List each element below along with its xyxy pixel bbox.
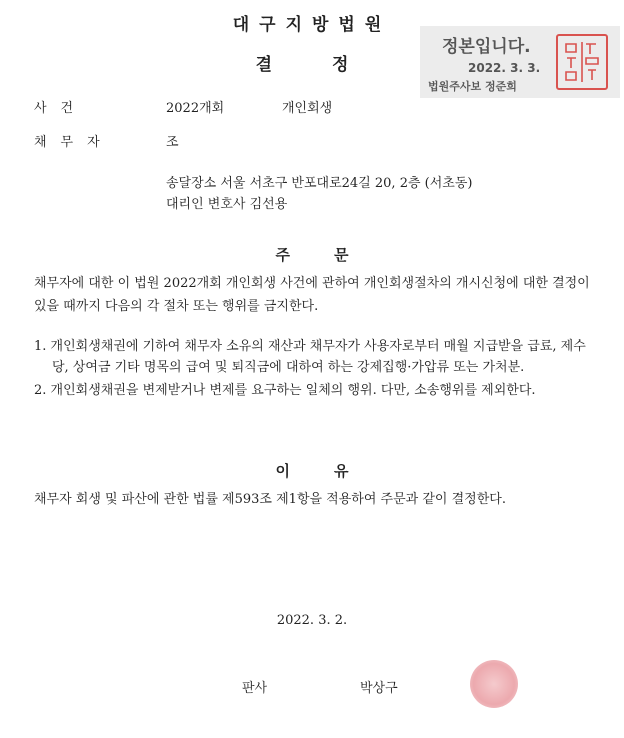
list-item: 2. 개인회생채권을 변제받거나 변제를 요구하는 일체의 행위. 다만, 소송행위를 제외한다. xyxy=(34,383,536,398)
document-title: 결정 xyxy=(255,55,409,75)
case-number: 2022개회 xyxy=(166,101,225,116)
service-address: 송달장소 서울 서초구 반포대로24길 20, 2층 (서초동) xyxy=(166,176,473,191)
court-seal-icon xyxy=(556,34,608,90)
list-item: 1. 개인회생채권에 기하여 채무자 소유의 재산과 채무자가 사용자로부터 매월 지급받을 급료, 제수당, 상여금 기타 명목의 급여 및 퇴직금에 대하여 하는 강제집행·가압류 또는 가처분. xyxy=(34,339,586,375)
decision-date: 2022. 3. 2. xyxy=(276,613,348,628)
order-intro: 채무자에 대한 이 법원 2022개회 개인회생 사건에 관하여 개인회생절차의 개시신청에 대한 결정이 있을 때까지 다음의 각 절차 또는 행위를 금지한다. xyxy=(34,276,590,314)
debtor-label: 채무자 xyxy=(34,135,114,150)
certification-date: 2022. 3. 3. xyxy=(468,61,541,75)
certification-clerk: 법원주사보 정준희 xyxy=(428,80,517,93)
reason-heading: 이유 xyxy=(275,462,393,480)
order-list xyxy=(34,336,594,403)
case-type: 개인회생 xyxy=(282,101,333,116)
certification-text: 정본입니다. xyxy=(442,37,531,57)
judge-seal-icon xyxy=(470,660,518,708)
court-name: 대구지방법원 xyxy=(232,15,392,35)
case-label: 사건 xyxy=(34,101,88,116)
judge-label: 판사 xyxy=(242,681,268,696)
debtor-name: 조 xyxy=(166,135,179,150)
attorney: 대리인 변호사 김선용 xyxy=(166,197,288,212)
order-heading: 주문 xyxy=(275,246,393,264)
judge-name: 박상구 xyxy=(360,681,398,696)
reason-text: 채무자 회생 및 파산에 관한 법률 제593조 제1항을 적용하여 주문과 같이 결정한다. xyxy=(34,492,506,507)
